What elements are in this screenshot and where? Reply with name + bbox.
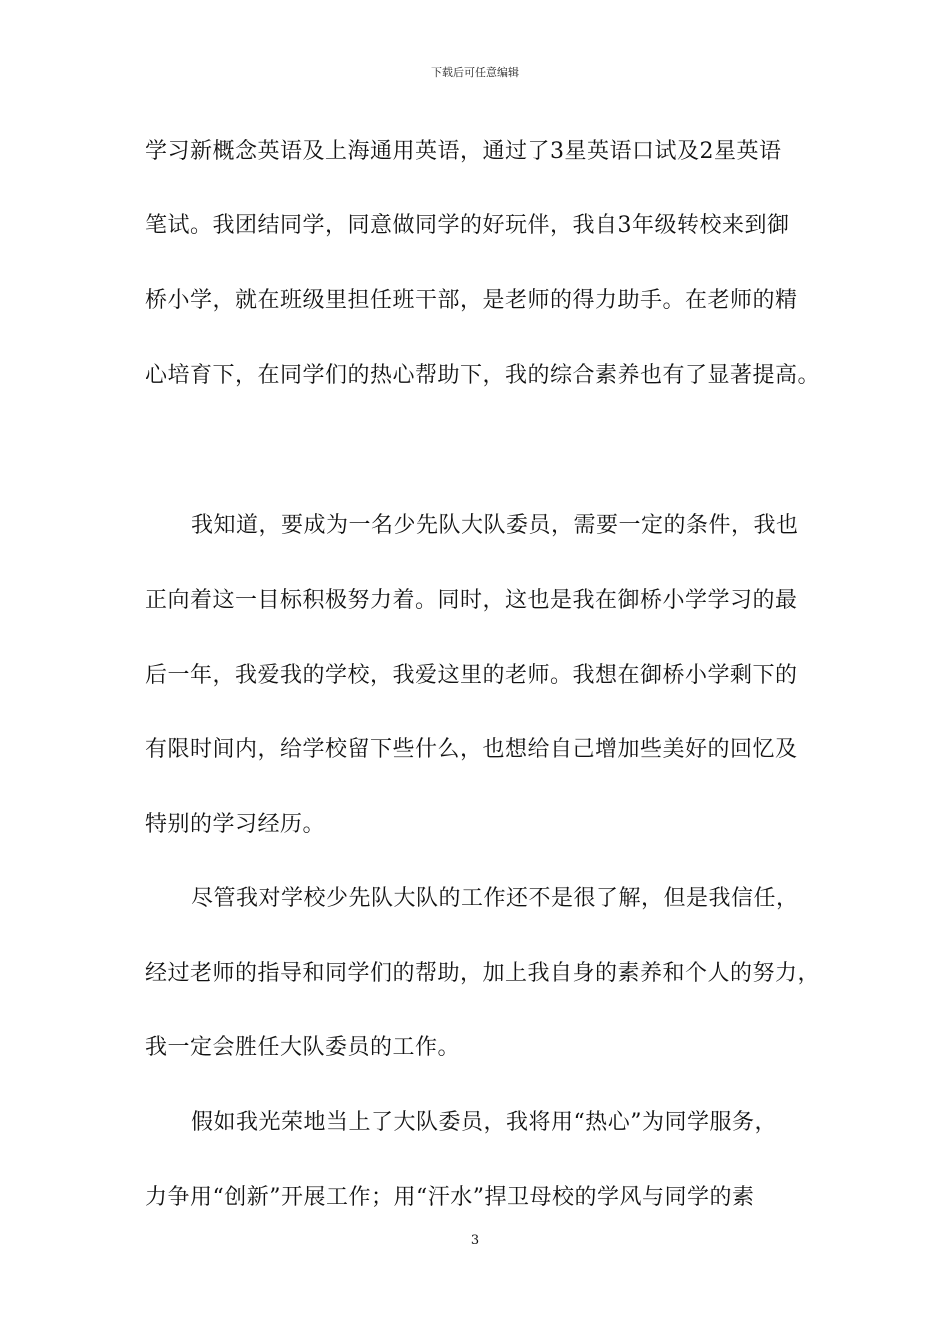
page-header: 下载后可任意编辑 (431, 66, 519, 79)
text-line: 桥小学，就在班级里担任班干部，是老师的得力助手。在老师的精 (145, 288, 798, 313)
paragraph-first-line: 尽管我对学校少先队大队的工作还不是很了解，但是我信任， (191, 886, 799, 911)
text-line: 我一定会胜任大队委员的工作。 (145, 1035, 461, 1060)
paragraph-first-line: 我知道，要成为一名少先队大队委员，需要一定的条件，我也 (191, 513, 799, 538)
text-line: 有限时间内，给学校留下些什么，也想给自己增加些美好的回忆及 (145, 737, 798, 762)
text-line: 经过老师的指导和同学们的帮助，加上我自身的素养和个人的努力， (145, 961, 821, 986)
text-line: 心培育下，在同学们的热心帮助下，我的综合素养也有了显著提高。 (145, 363, 821, 388)
text-line: 笔试。我团结同学，同意做同学的好玩伴，我自3年级转校来到御 (145, 213, 790, 238)
text-line: 后一年，我爱我的学校，我爱这里的老师。我想在御桥小学剩下的 (145, 663, 798, 688)
text-line: 特别的学习经历。 (145, 812, 326, 837)
text-line: 正向着这一目标积极努力着。同时，这也是我在御桥小学学习的最 (145, 588, 798, 613)
paragraph-first-line: 假如我光荣地当上了大队委员，我将用“热心”为同学服务， (191, 1110, 777, 1135)
text-line: 学习新概念英语及上海通用英语，通过了3星英语口试及2星英语 (145, 139, 782, 164)
text-line: 力争用“创新”开展工作；用“汗水”捍卫母校的学风与同学的素 (145, 1185, 755, 1210)
page-number: 3 (470, 1233, 480, 1248)
